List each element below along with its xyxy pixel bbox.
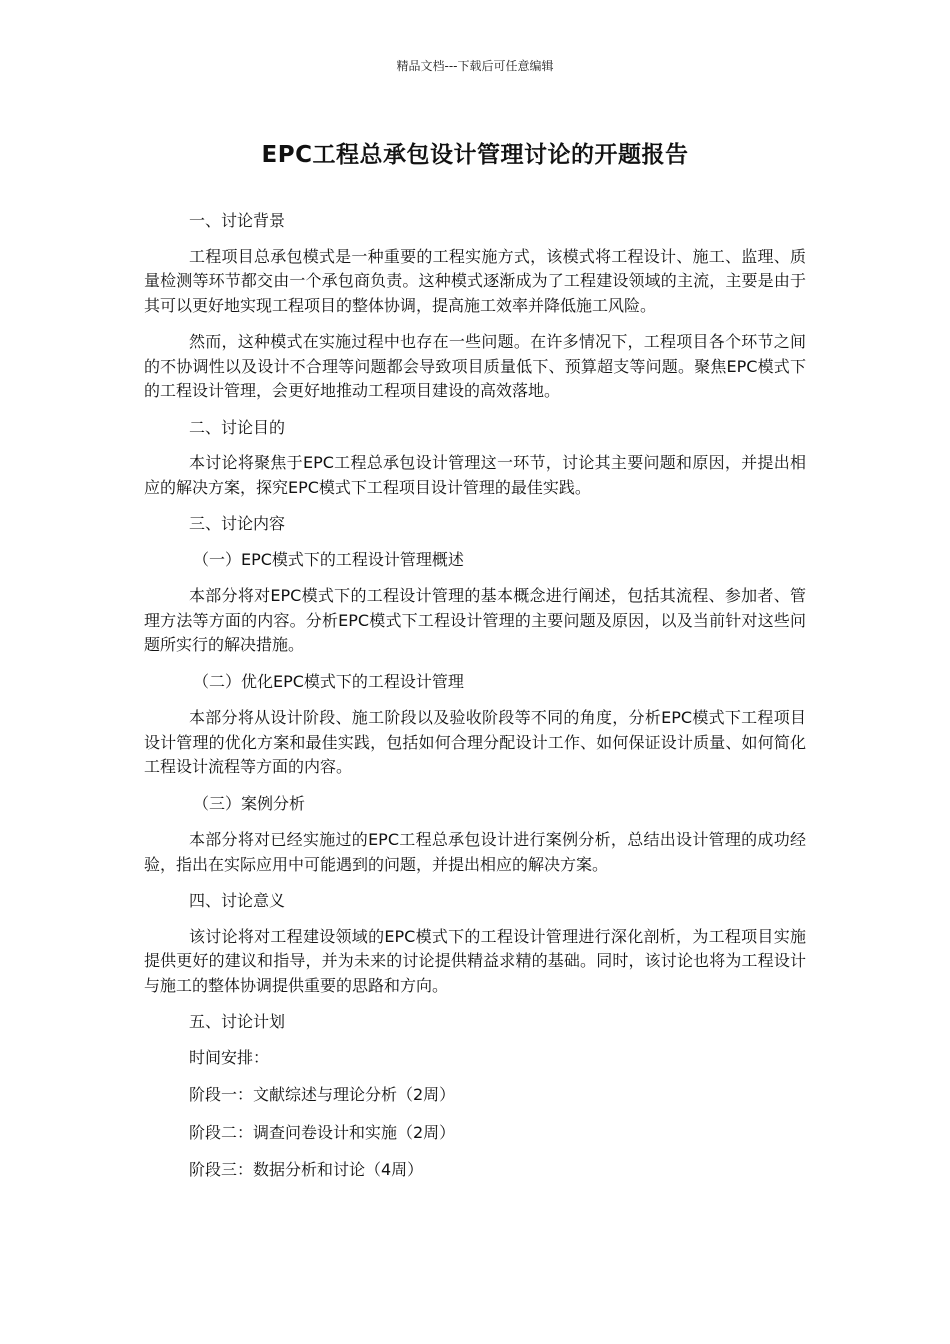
subsection-heading: （二）优化EPC模式下的工程设计管理 bbox=[193, 671, 464, 691]
page-title: EPC工程总承包设计管理讨论的开题报告 bbox=[261, 142, 689, 168]
paragraph: 然而，这种模式在实施过程中也存在一些问题。在许多情况下，工程项目各个环节之间的不协调性以及设计不合理等问题都会导致项目质量低下、预算超支等问题。聚焦EPC模式下的工程设计管理，会更好地推动工程项目建设的高效落地。 bbox=[144, 332, 806, 400]
paragraph: 本部分将对已经实施过的EPC工程总承包设计进行案例分析，总结出设计管理的成功经验，指出在实际应用中可能遇到的问题，并提出相应的解决方案。 bbox=[144, 830, 806, 874]
section-heading-significance: 四、讨论意义 bbox=[189, 891, 286, 910]
paragraph: 本部分将对EPC模式下的工程设计管理的基本概念进行阐述，包括其流程、参加者、管理方法等方面的内容。分析EPC模式下工程设计管理的主要问题及原因，以及当前针对这些问题所实行的解决措施。 bbox=[144, 586, 806, 654]
subsection-heading: （三）案例分析 bbox=[193, 793, 306, 813]
plan-stage: 阶段二：调查问卷设计和实施（2周） bbox=[189, 1122, 456, 1142]
section-heading-purpose: 二、讨论目的 bbox=[189, 417, 286, 437]
document-body bbox=[144, 209, 806, 1196]
section-heading-background: 一、讨论背景 bbox=[189, 211, 286, 230]
schedule-label: 时间安排： bbox=[189, 1047, 270, 1067]
plan-stage: 阶段一：文献综述与理论分析（2周） bbox=[189, 1085, 456, 1104]
header-note: 精品文档---下载后可任意编辑 bbox=[396, 59, 554, 73]
subsection-heading: （一）EPC模式下的工程设计管理概述 bbox=[193, 549, 464, 569]
section-heading-content: 三、讨论内容 bbox=[189, 514, 286, 533]
paragraph: 本讨论将聚焦于EPC工程总承包设计管理这一环节，讨论其主要问题和原因，并提出相应的解决方案，探究EPC模式下工程项目设计管理的最佳实践。 bbox=[144, 453, 806, 497]
paragraph: 本部分将从设计阶段、施工阶段以及验收阶段等不同的角度，分析EPC模式下工程项目设计管理的优化方案和最佳实践，包括如何合理分配设计工作、如何保证设计质量、如何简化工程设计流程等方面的内容。 bbox=[144, 708, 806, 776]
paragraph: 该讨论将对工程建设领域的EPC模式下的工程设计管理进行深化剖析，为工程项目实施提供更好的建议和指导，并为未来的讨论提供精益求精的基础。同时，该讨论也将为工程设计与施工的整体协调提供重要的思路和方向。 bbox=[144, 926, 806, 995]
paragraph: 工程项目总承包模式是一种重要的工程实施方式，该模式将工程设计、施工、监理、质量检测等环节都交由一个承包商负责。这种模式逐渐成为了工程建设领域的主流，主要是由于其可以更好地实现工程项目的整体协调，提高施工效率并降低施工风险。 bbox=[144, 246, 806, 315]
plan-stage: 阶段三：数据分析和讨论（4周） bbox=[189, 1160, 424, 1179]
section-heading-plan: 五、讨论计划 bbox=[189, 1012, 286, 1031]
